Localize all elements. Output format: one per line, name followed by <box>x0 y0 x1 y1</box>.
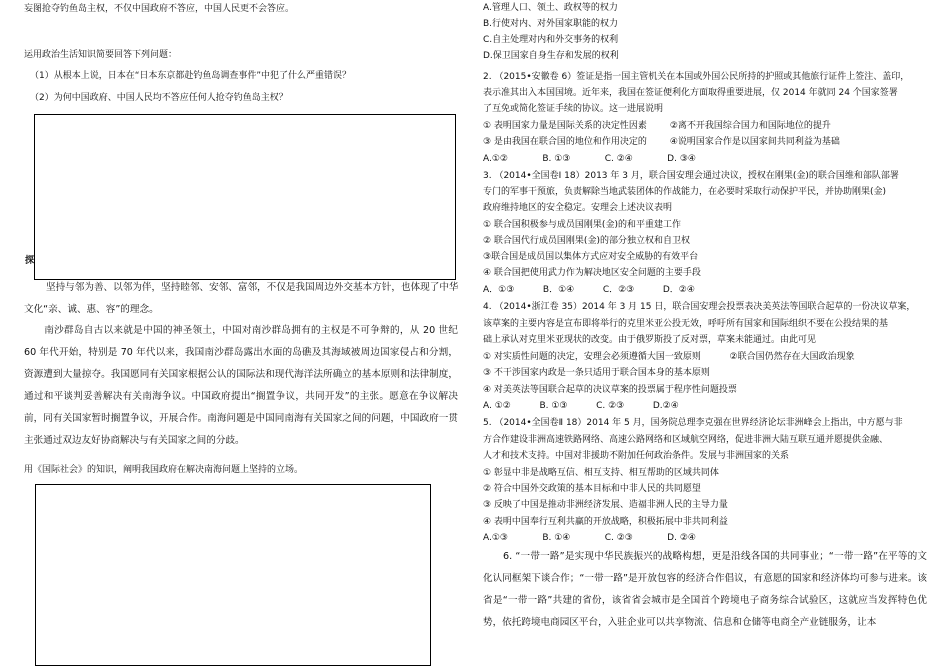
answer-box-1 <box>34 114 456 280</box>
passage-line: 文化“亲、诚、惠、容”的理念。 <box>24 304 159 315</box>
question-text: 妄图抢夺钓鱼岛主权，不仅中国政府不答应，中国人民更不会答应。 <box>24 4 295 14</box>
passage-paragraph-text: 南沙群岛自古以来就是中国的神圣领土，中国对南沙群岛拥有的主权是不可争辩的，从 20 世纪 60 年代开始，特别是 70 年代以来，我国南沙群岛露出水面的岛礁及其海域被周边国家侵占和分割，资源遭到大量掠夺。我国愿同有关国家根据公认的国际法和现代海洋法所确立的基本原则和法律制度，通过和平谈判妥善解决有关南海争议。中国政府提出“搁置争议，共同开发”的主张。愿意在争议解决前，同有关国家暂时搁置争议，开展合作。南海问题是中国同南海有关国家之间的问题，中国政府一贯主张通过双边友好协商解决与有关国家之间的分歧。 <box>24 325 458 446</box>
question-6 <box>483 546 927 634</box>
question-line: ④ 联合国把使用武力作为解决地区安全问题的主要手段 <box>483 268 701 278</box>
question-line: A.①③ B. ①④ C. ②③ D. ②④ <box>483 533 696 543</box>
question-line: A. ①② B. ①③ C. ②③ D.②④ <box>483 401 679 411</box>
question-line: ① 联合国积极参与成员国刚果(金)的和平重建工作 <box>483 220 681 230</box>
passage-line: 坚持与邻为善、以邻为伴，坚持睦邻、安邻、富邻，不仅是我国周边外交基本方针，也体现了中华 <box>46 282 459 293</box>
question-line: ② 联合国代行成员国刚果(金)的部分独立权和自卫权 <box>483 236 690 246</box>
question-line: 表示准其出入本国国境。近年来，我国在签证便利化方面取得重要进展，仅 2014 年就同 24 个国家签署 <box>483 88 898 98</box>
question-line: ① 表明国家力量是国际关系的决定性因素 ②离不开我国综合国力和国际地位的提升 <box>483 121 831 131</box>
instruction-text: 运用政治生活知识简要回答下列问题： <box>24 50 178 60</box>
question-line: 政府维持地区的安全稳定。安理会上述决议表明 <box>483 203 673 213</box>
question-line: ① 彰显中非是战略互信、相互支持、相互帮助的区域共同体 <box>483 468 719 478</box>
question-line: 2. （2015•安徽卷 6）签证是指一国主管机关在本国或外国公民所持的护照或其他旅行证件上签注、盖印， <box>483 72 910 82</box>
question-line: 3. （2014•全国卷Ⅰ 18）2013 年 3 月，联合国安理会通过决议，授权在刚果(金)的联合国维和部队部署 <box>483 171 899 181</box>
question-line: ③ 反映了中国是推动非洲经济发展、造福非洲人民的主导力量 <box>483 500 728 510</box>
question-line: 5. （2014•全国卷Ⅱ 18）2014 年 5 月，国务院总理李克强在世界经济论坛非洲峰会上指出，中方愿与非 <box>483 418 903 428</box>
question-line: C.自主处理对内和外交事务的权利 <box>483 35 619 45</box>
question-line: 础上承认对克里米亚现状的改变。由于俄罗斯投了反对票，草案未能通过。由此可见 <box>483 335 817 345</box>
question-line: ③ 是由我国在联合国的地位和作用决定的 ④说明国家合作是以国家间共同利益为基础 <box>483 137 840 147</box>
question-line: 方合作建设非洲高速铁路网络、高速公路网络和区域航空网络，促进非洲大陆互联互通并愿提供金融、 <box>483 435 889 445</box>
question-line: 该草案的主要内容是宣布即将举行的克里米亚公投无效，呼吁所有国家和国际组织不要在公投结果的基 <box>483 319 889 329</box>
question-line: B.行使对内、对外国家职能的权力 <box>483 19 619 29</box>
passage-paragraph <box>24 320 458 452</box>
question-6-text: 6. “一带一路”是实现中华民族振兴的战略构想，更是沿线各国的共同事业；“一带一路”在平等的文化认同框架下谈合作；“一带一路”是开放包容的经济合作倡议，有意愿的国家和经济体均可参与进来。该省是“一带一路”共建的省份，该省省会城市是全国首个跨境电子商务综合试验区，这就应当发挥特色优势，依托跨境电商园区平台，入驻企业可以共享物流、信息和仓储等电商全产业链服务，让本 <box>483 551 927 628</box>
question-line: 4. （2014•浙江卷 35）2014 年 3 月 15 日，联合国安理会投票表决美英法等国联合起草的一份决议草案， <box>483 302 916 312</box>
question-line: 了互免或简化签证手续的协议。这一进展说明 <box>483 104 664 114</box>
question-line: 人才和技术支持。中国对非援助不附加任何政治条件。发展与非洲国家的关系 <box>483 451 790 461</box>
question-line: ① 对实质性问题的决定，安理会必须遵循大国一致原则 ②联合国仍然存在大国政治现象 <box>483 352 855 362</box>
question-line: ④ 表明中国奉行互利共赢的开放战略，积极拓展中非共同利益 <box>483 517 728 527</box>
task-text: 用《国际社会》的知识，阐明我国政府在解决南海问题上坚持的立场。 <box>24 465 304 475</box>
question-line: ② 符合中国外交政策的基本目标和中非人民的共同愿望 <box>483 484 701 494</box>
partial-heading: 探 <box>25 256 35 266</box>
answer-box-2 <box>35 484 431 666</box>
question-line: 专门的军事干预旅，负责解除当地武装团体的作战能力，在必要时采取行动保护平民，并协助刚果(金) <box>483 187 887 197</box>
sub-question-1: （1）从根本上说，日本在“日本东京都赴钓鱼岛调查事件”中犯了什么严重错误？ <box>30 71 352 81</box>
question-line: ③ 不干涉国家内政是一条只适用于联合国本身的基本原则 <box>483 368 710 378</box>
question-line: A.管理人口、领土、政权等的权力 <box>483 3 618 13</box>
question-line: ③联合国是成员国以集体方式应对安全威胁的有效平台 <box>483 252 699 262</box>
sub-question-2: （2）为何中国政府、中国人民均不答应任何人抢夺钓鱼岛主权？ <box>30 93 288 103</box>
question-line: A．①③ B．①④ C．②③ D．②④ <box>483 285 695 295</box>
question-line: A.①② B. ①③ C. ②④ D. ③④ <box>483 154 696 164</box>
question-line: D.保卫国家自身生存和发展的权利 <box>483 51 619 61</box>
question-line: ④ 对美英法等国联合起草的决议草案的投票属于程序性问题投票 <box>483 385 737 395</box>
